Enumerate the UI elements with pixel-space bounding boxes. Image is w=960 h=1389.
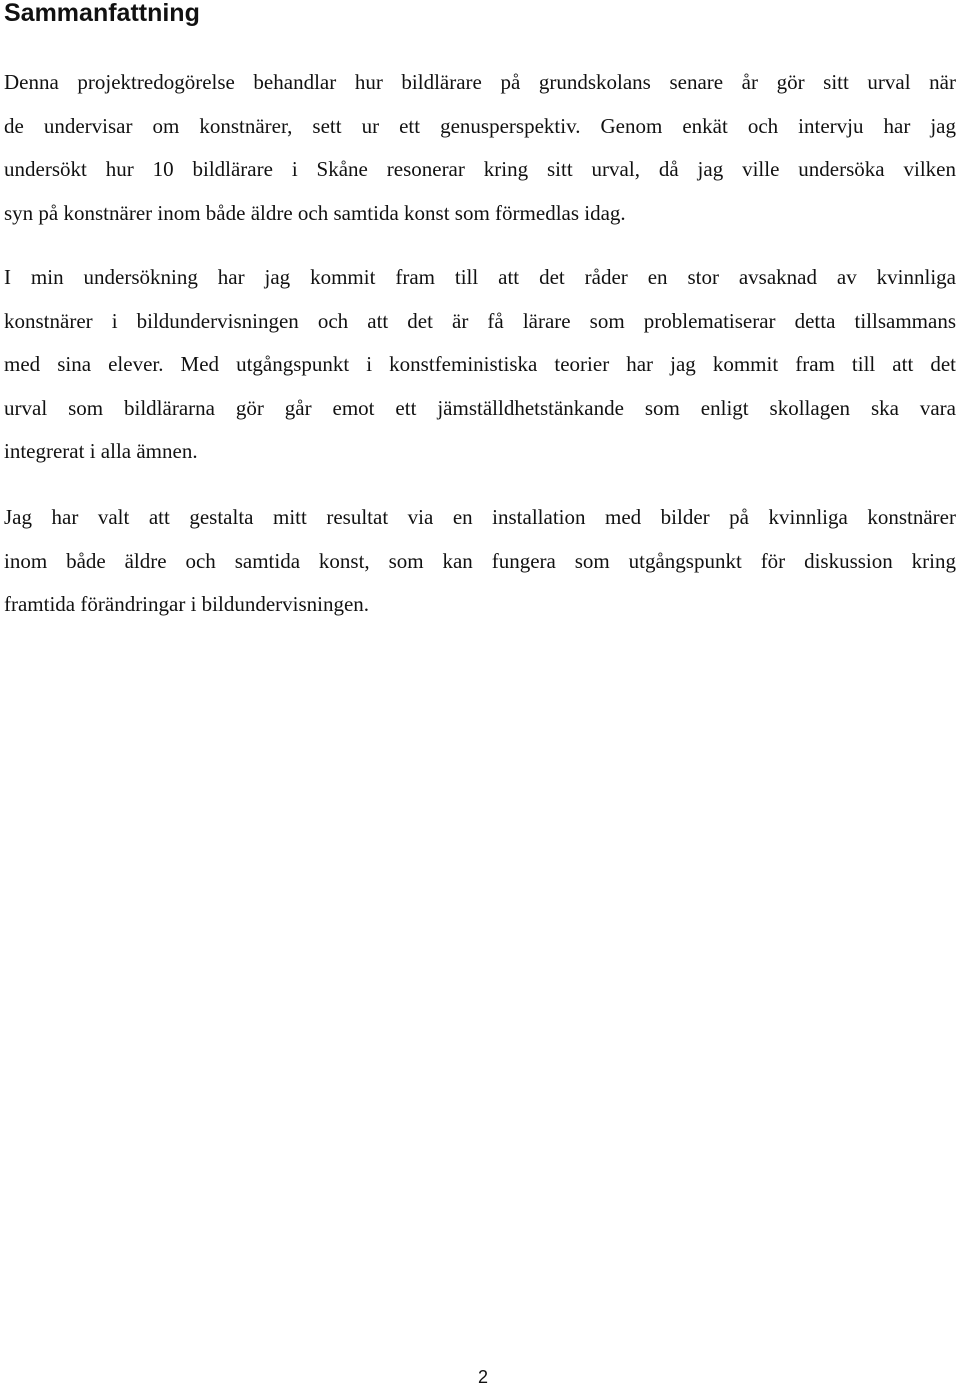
page-number: 2 bbox=[477, 1367, 488, 1387]
text-line: urval som bildlärarna gör går emot ett jämställdhetstänkande som enligt skollagen ska vara bbox=[4, 395, 956, 420]
summary-paragraph-3 bbox=[4, 496, 956, 627]
text-line: syn på konstnärer inom både äldre och samtida konst som förmedlas idag. bbox=[4, 200, 626, 225]
text-line: integrerat i alla ämnen. bbox=[4, 439, 198, 463]
text-line: Jag har valt att gestalta mitt resultat via en installation med bilder på kvinnliga konstnärer bbox=[4, 505, 956, 529]
text-line: I min undersökning har jag kommit fram till att det råder en stor avsaknad av kvinnliga bbox=[4, 265, 956, 289]
text-line: konstnärer i bildundervisningen och att det är få lärare som problematiserar detta tillsammans bbox=[4, 308, 956, 333]
page-title: Sammanfattning bbox=[4, 0, 200, 27]
summary-paragraph-2 bbox=[4, 256, 956, 474]
text-line: med sina elever. Med utgångspunkt i konstfeministiska teorier har jag kommit fram till att det bbox=[4, 352, 956, 376]
text-line: framtida förändringar i bildundervisningen. bbox=[4, 592, 370, 616]
text-line: inom både äldre och samtida konst, som kan fungera som utgångspunkt för diskussion kring bbox=[4, 548, 956, 573]
text-line: de undervisar om konstnärer, sett ur ett genusperspektiv. Genom enkät och intervju har jag bbox=[4, 113, 956, 138]
text-line: undersökt hur 10 bildlärare i Skåne resonerar kring sitt urval, då jag ville undersöka vilken bbox=[4, 157, 956, 181]
text-line: Denna projektredogörelse behandlar hur bildlärare på grundskolans senare år gör sitt urval när bbox=[4, 70, 956, 94]
summary-paragraph-1 bbox=[4, 61, 956, 235]
